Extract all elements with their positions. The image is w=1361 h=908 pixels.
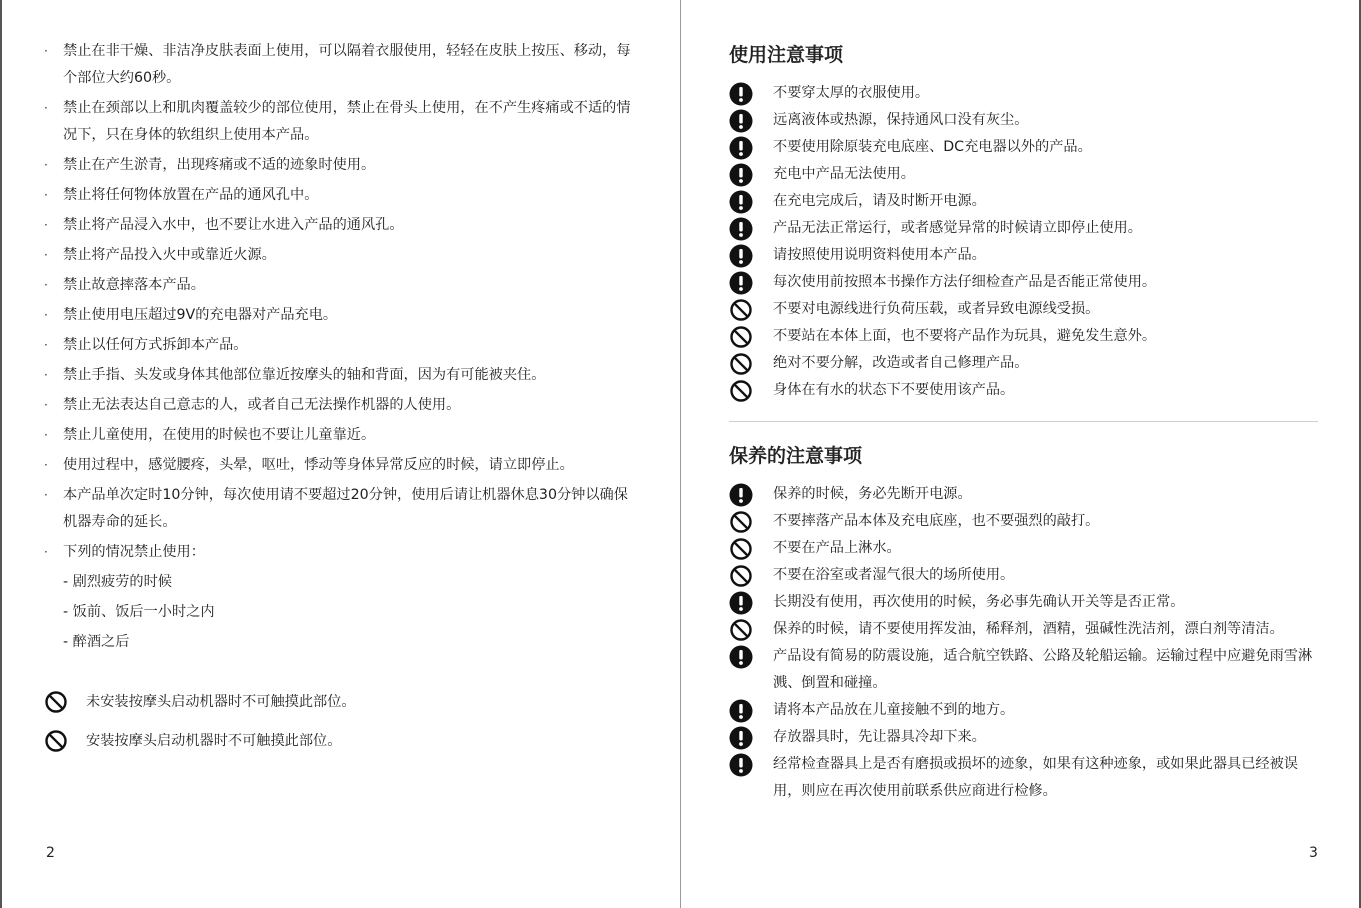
list-item: · 禁止在产生淤青，出现疼痛或不适的迹象时使用。 xyxy=(44,157,376,173)
exclamation-icon xyxy=(729,697,753,724)
list-item: · 禁止无法表达自己意志的人，或者自己无法操作机器的人使用。 xyxy=(44,397,461,413)
list-item: · 使用过程中，感觉腰疼，头晕，呕吐，悸动等身体异常反应的时候，请立即停止。 xyxy=(44,457,574,473)
prohibited-icon xyxy=(729,296,753,323)
list-item: · 禁止儿童使用，在使用的时候也不要让儿童靠近。 xyxy=(44,427,376,443)
usage-notice-list xyxy=(729,80,1319,404)
notice-item xyxy=(729,481,1319,508)
prohibited-icon xyxy=(729,562,753,589)
prohibited-icon xyxy=(729,323,753,350)
notice-text: 存放器具时，先让器具冷却下来。 xyxy=(773,729,986,745)
usage-section-title: 使用注意事项 xyxy=(729,44,844,66)
left-page xyxy=(0,0,680,908)
exclamation-icon xyxy=(729,215,753,242)
notice-text: 不要使用除原装充电底座、DC充电器以外的产品。 xyxy=(773,139,1092,155)
exclamation-icon xyxy=(729,242,753,269)
notice-text: 绝对不要分解，改造或者自己修理产品。 xyxy=(773,355,1029,371)
exclamation-icon xyxy=(729,188,753,215)
list-item: · 本产品单次定时10分钟，每次使用请不要超过20分钟，使用后请让机器休息30分钟以确保机器寿命的延长。 xyxy=(44,487,628,530)
notice-item xyxy=(729,107,1319,134)
prohibition-list xyxy=(44,38,634,659)
sub-list-item: - 饭前、饭后一小时之内 xyxy=(63,604,215,620)
list-item: · 禁止使用电压超过9V的充电器对产品充电。 xyxy=(44,307,338,323)
prohibited-icon xyxy=(44,729,68,753)
notice-item xyxy=(729,616,1319,643)
notice-item xyxy=(729,589,1319,616)
notice-text: 产品无法正常运行，或者感觉异常的时候请立即停止使用。 xyxy=(773,220,1142,236)
notice-item xyxy=(729,535,1319,562)
notice-item xyxy=(729,697,1319,724)
care-section-title: 保养的注意事项 xyxy=(729,445,863,467)
list-item: · 禁止在非干燥、非洁净皮肤表面上使用，可以隔着衣服使用，轻轻在皮肤上按压、移动，每个部位大约60秒。 xyxy=(44,43,631,86)
list-item: · 下列的情况禁止使用： xyxy=(44,544,205,560)
prohibited-icon xyxy=(729,535,753,562)
right-page xyxy=(681,0,1361,908)
notice-text: 在充电完成后，请及时断开电源。 xyxy=(773,193,986,209)
warning-row xyxy=(44,690,356,714)
prohibited-icon xyxy=(44,690,68,714)
exclamation-icon xyxy=(729,269,753,296)
notice-text: 远离液体或热源，保持通风口没有灰尘。 xyxy=(773,112,1029,128)
exclamation-icon xyxy=(729,134,753,161)
notice-item xyxy=(729,350,1319,377)
prohibited-icon xyxy=(729,616,753,643)
notice-item xyxy=(729,215,1319,242)
notice-item xyxy=(729,269,1319,296)
notice-item xyxy=(729,751,1319,805)
exclamation-icon xyxy=(729,80,753,107)
page-number: 2 xyxy=(46,845,55,861)
prohibited-icon xyxy=(729,508,753,535)
notice-text: 不要对电源线进行负荷压载，或者异致电源线受损。 xyxy=(773,301,1100,317)
section-divider xyxy=(729,421,1318,422)
exclamation-icon xyxy=(729,161,753,188)
notice-text: 不要在浴室或者湿气很大的场所使用。 xyxy=(773,567,1015,583)
notice-item xyxy=(729,377,1319,404)
notice-item xyxy=(729,296,1319,323)
exclamation-icon xyxy=(729,481,753,508)
notice-item xyxy=(729,242,1319,269)
notice-item xyxy=(729,508,1319,535)
sub-list-item: - 醉酒之后 xyxy=(63,634,130,650)
notice-text: 请按照使用说明资料使用本产品。 xyxy=(773,247,986,263)
notice-item xyxy=(729,323,1319,350)
exclamation-icon xyxy=(729,724,753,751)
notice-text: 经常检查器具上是否有磨损或损坏的迹象，如果有这种迹象，或如果此器具已经被误用，则应在再次使用前联系供应商进行检修。 xyxy=(773,756,1298,799)
list-item: · 禁止故意摔落本产品。 xyxy=(44,277,205,293)
notice-item xyxy=(729,188,1319,215)
notice-item xyxy=(729,134,1319,161)
notice-text: 不要穿太厚的衣服使用。 xyxy=(773,85,930,101)
list-item: · 禁止手指、头发或身体其他部位靠近按摩头的轴和背面，因为有可能被夹住。 xyxy=(44,367,546,383)
sub-list-item: - 剧烈疲劳的时候 xyxy=(63,574,172,590)
exclamation-icon xyxy=(729,751,753,778)
care-notice-list xyxy=(729,481,1319,805)
list-item: · 禁止将产品投入火中或靠近火源。 xyxy=(44,247,276,263)
notice-text: 请将本产品放在儿童接触不到的地方。 xyxy=(773,702,1015,718)
notice-text: 产品设有简易的防震设施，适合航空铁路、公路及轮船运输。运输过程中应避免雨雪淋溅、倒置和碰撞。 xyxy=(773,648,1313,691)
prohibited-icon xyxy=(729,377,753,404)
notice-text: 不要摔落产品本体及充电底座，也不要强烈的敲打。 xyxy=(773,513,1100,529)
notice-item xyxy=(729,161,1319,188)
list-item: · 禁止将任何物体放置在产品的通风孔中。 xyxy=(44,187,319,203)
notice-item xyxy=(729,80,1319,107)
page-edge xyxy=(0,0,2,908)
warning-text: 未安装按摩头启动机器时不可触摸此部位。 xyxy=(86,694,356,710)
exclamation-icon xyxy=(729,107,753,134)
notice-text: 长期没有使用，再次使用的时候，务必事先确认开关等是否正常。 xyxy=(773,594,1185,610)
warning-row xyxy=(44,729,341,753)
notice-text: 充电中产品无法使用。 xyxy=(773,166,915,182)
list-item: · 禁止以任何方式拆卸本产品。 xyxy=(44,337,248,353)
prohibited-icon xyxy=(729,350,753,377)
exclamation-icon xyxy=(729,589,753,616)
notice-text: 每次使用前按照本书操作方法仔细检查产品是否能正常使用。 xyxy=(773,274,1157,290)
notice-text: 保养的时候，请不要使用挥发油，稀释剂，酒精，强碱性洗洁剂，漂白剂等清洁。 xyxy=(773,621,1284,637)
notice-item xyxy=(729,562,1319,589)
warning-text: 安装按摩头启动机器时不可触摸此部位。 xyxy=(86,733,342,749)
exclamation-icon xyxy=(729,643,753,670)
list-item: · 禁止将产品浸入水中，也不要让水进入产品的通风孔。 xyxy=(44,217,404,233)
notice-text: 身体在有水的状态下不要使用该产品。 xyxy=(773,382,1015,398)
page-number: 3 xyxy=(1309,845,1318,861)
notice-text: 不要站在本体上面，也不要将产品作为玩具，避免发生意外。 xyxy=(773,328,1157,344)
notice-text: 不要在产品上淋水。 xyxy=(773,540,901,556)
list-item: · 禁止在颈部以上和肌肉覆盖较少的部位使用，禁止在骨头上使用，在不产生疼痛或不适的情况下，只在身体的软组织上使用本产品。 xyxy=(44,100,631,143)
notice-item xyxy=(729,724,1319,751)
notice-item xyxy=(729,643,1319,697)
notice-text: 保养的时候，务必先断开电源。 xyxy=(773,486,972,502)
